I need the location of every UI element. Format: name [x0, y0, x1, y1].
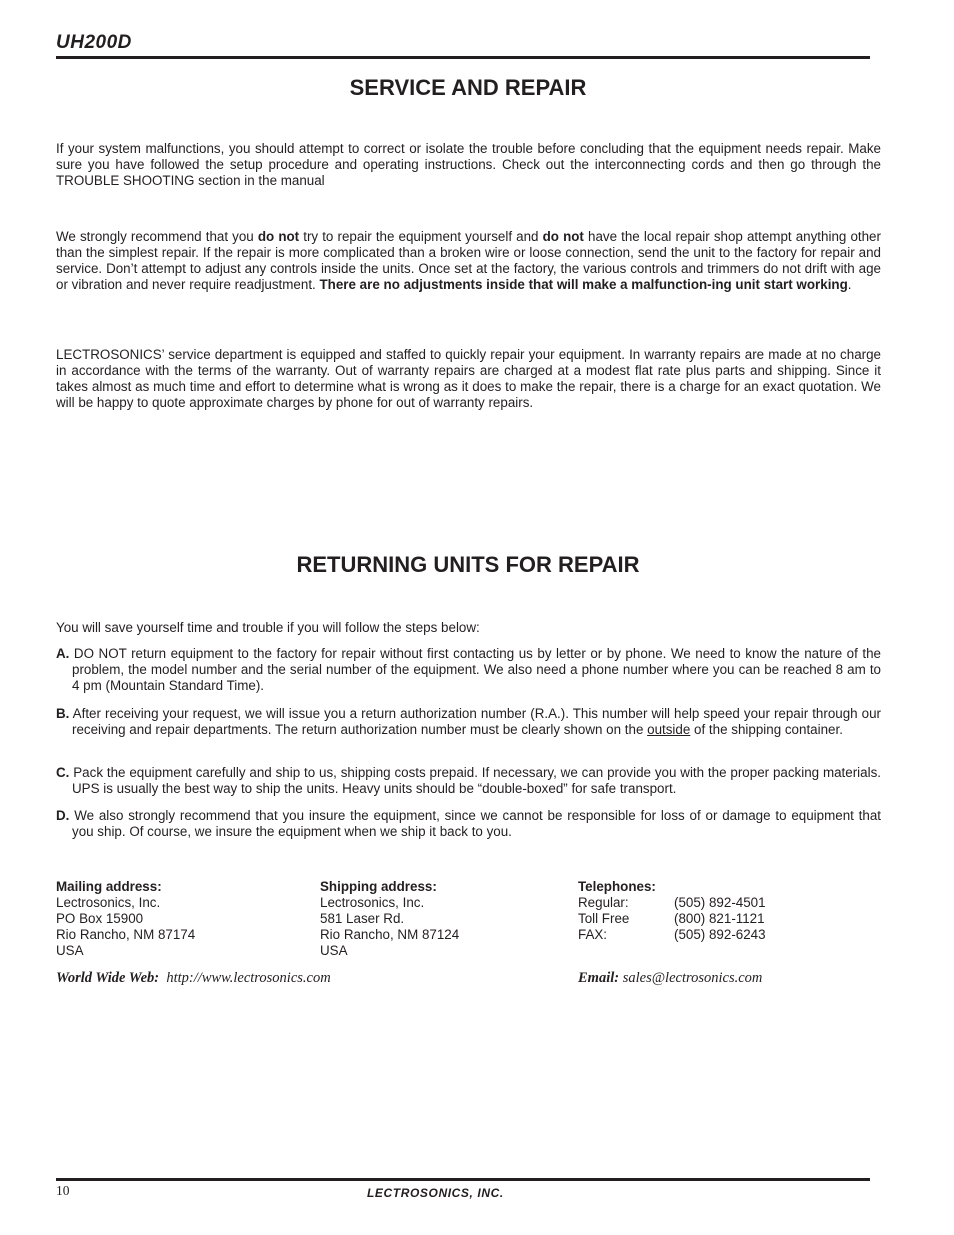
web-line: World Wide Web: http://www.lectrosonics.com — [56, 970, 331, 986]
phone-row-fax: FAX: (505) 892-6243 — [578, 927, 766, 942]
mailing-address — [56, 879, 195, 959]
step-d: D. We also strongly recommend that you insure the equipment, since we cannot be responsible for loss of or damage to equipment that you ship. Of course, we insure the equipment when we ship it back to you. — [56, 808, 881, 839]
model-header: UH200D — [56, 32, 132, 53]
step-a: A. DO NOT return equipment to the factory for repair without first contacting us by letter or by phone. We need to know the nature of the problem, the model number and the serial number of the equipment. We also need a phone number where you can be reached 8 am to 4 pm (Mountain Standard Time). — [56, 646, 881, 693]
email-link[interactable]: sales@lectrosonics.com — [622, 970, 763, 986]
page-number: 10 — [56, 1183, 70, 1198]
shipping-address — [320, 879, 459, 959]
web-link[interactable]: http://www.lectrosonics.com — [166, 970, 331, 986]
service-paragraph-1: If your system malfunctions, you should attempt to correct or isolate the trouble before concluding that the equipment needs repair. Make sure you have followed the setup procedure and operating instructions. Check out the interconnecting cords and then go through the TROUBLE SHOOTING section in the manual — [56, 141, 881, 188]
shipping-line: Lectrosonics, Inc. — [320, 895, 425, 910]
shipping-title: Shipping address: — [320, 879, 437, 894]
step-c: C. Pack the equipment carefully and ship to us, shipping costs prepaid. If necessary, we can provide you with the proper packing materials. UPS is usually the best way to ship the units. Heavy units should be “double-boxed” for safe transport. — [56, 765, 881, 796]
telephones-title: Telephones: — [578, 879, 656, 894]
bottom-rule — [56, 1178, 870, 1181]
shipping-line: USA — [320, 943, 348, 958]
returning-title: RETURNING UNITS FOR REPAIR — [296, 552, 640, 577]
step-b: B. After receiving your request, we will issue you a return authorization number (R.A.). This number will help speed your repair through our receiving and repair departments. The return authorization number must be clearly shown on the outside of the shipping container. — [56, 706, 881, 737]
mailing-title: Mailing address: — [56, 879, 162, 894]
phone-row-toll-free: Toll Free (800) 821-1121 — [578, 911, 765, 926]
telephones — [578, 879, 766, 943]
email-line: Email: sales@lectrosonics.com — [578, 970, 763, 986]
service-paragraph-2: We strongly recommend that you do not try to repair the equipment yourself and do not have the local repair shop attempt anything other than the simplest repair. If the repair is more complicated than a broken wire or loose connection, send the unit to the factory for repair and service. Don’t attempt to adjust any controls inside the units. Once set at the factory, the various controls and trimmers do not drift with age or vibration and never require readjustment. There are no adjustments inside that will make a malfunction-ing unit start working. — [56, 229, 881, 292]
top-rule — [56, 56, 870, 59]
mailing-line: Lectrosonics, Inc. — [56, 895, 161, 910]
service-title: SERVICE AND REPAIR — [349, 75, 587, 100]
mailing-line: USA — [56, 943, 84, 958]
mailing-line: Rio Rancho, NM 87174 — [56, 927, 196, 942]
shipping-line: Rio Rancho, NM 87124 — [320, 927, 460, 942]
footer-company: LECTROSONICS, INC. — [367, 1186, 504, 1200]
phone-row-regular: Regular: (505) 892-4501 — [578, 895, 766, 910]
returning-intro: You will save yourself time and trouble if you will follow the steps below: — [56, 620, 480, 635]
mailing-line: PO Box 15900 — [56, 911, 144, 926]
service-paragraph-3: LECTROSONICS’ service department is equipped and staffed to quickly repair your equipment. In warranty repairs are made at no charge in accordance with the terms of the warranty. Out of warranty repairs are charged at a modest flat rate plus parts and shipping. Since it takes almost as much time and effort to determine what is wrong as it does to make the repair, there is a charge for an exact quotation. We will be happy to quote approximate charges by phone for out of warranty repairs. — [56, 347, 881, 410]
shipping-line: 581 Laser Rd. — [320, 911, 405, 926]
